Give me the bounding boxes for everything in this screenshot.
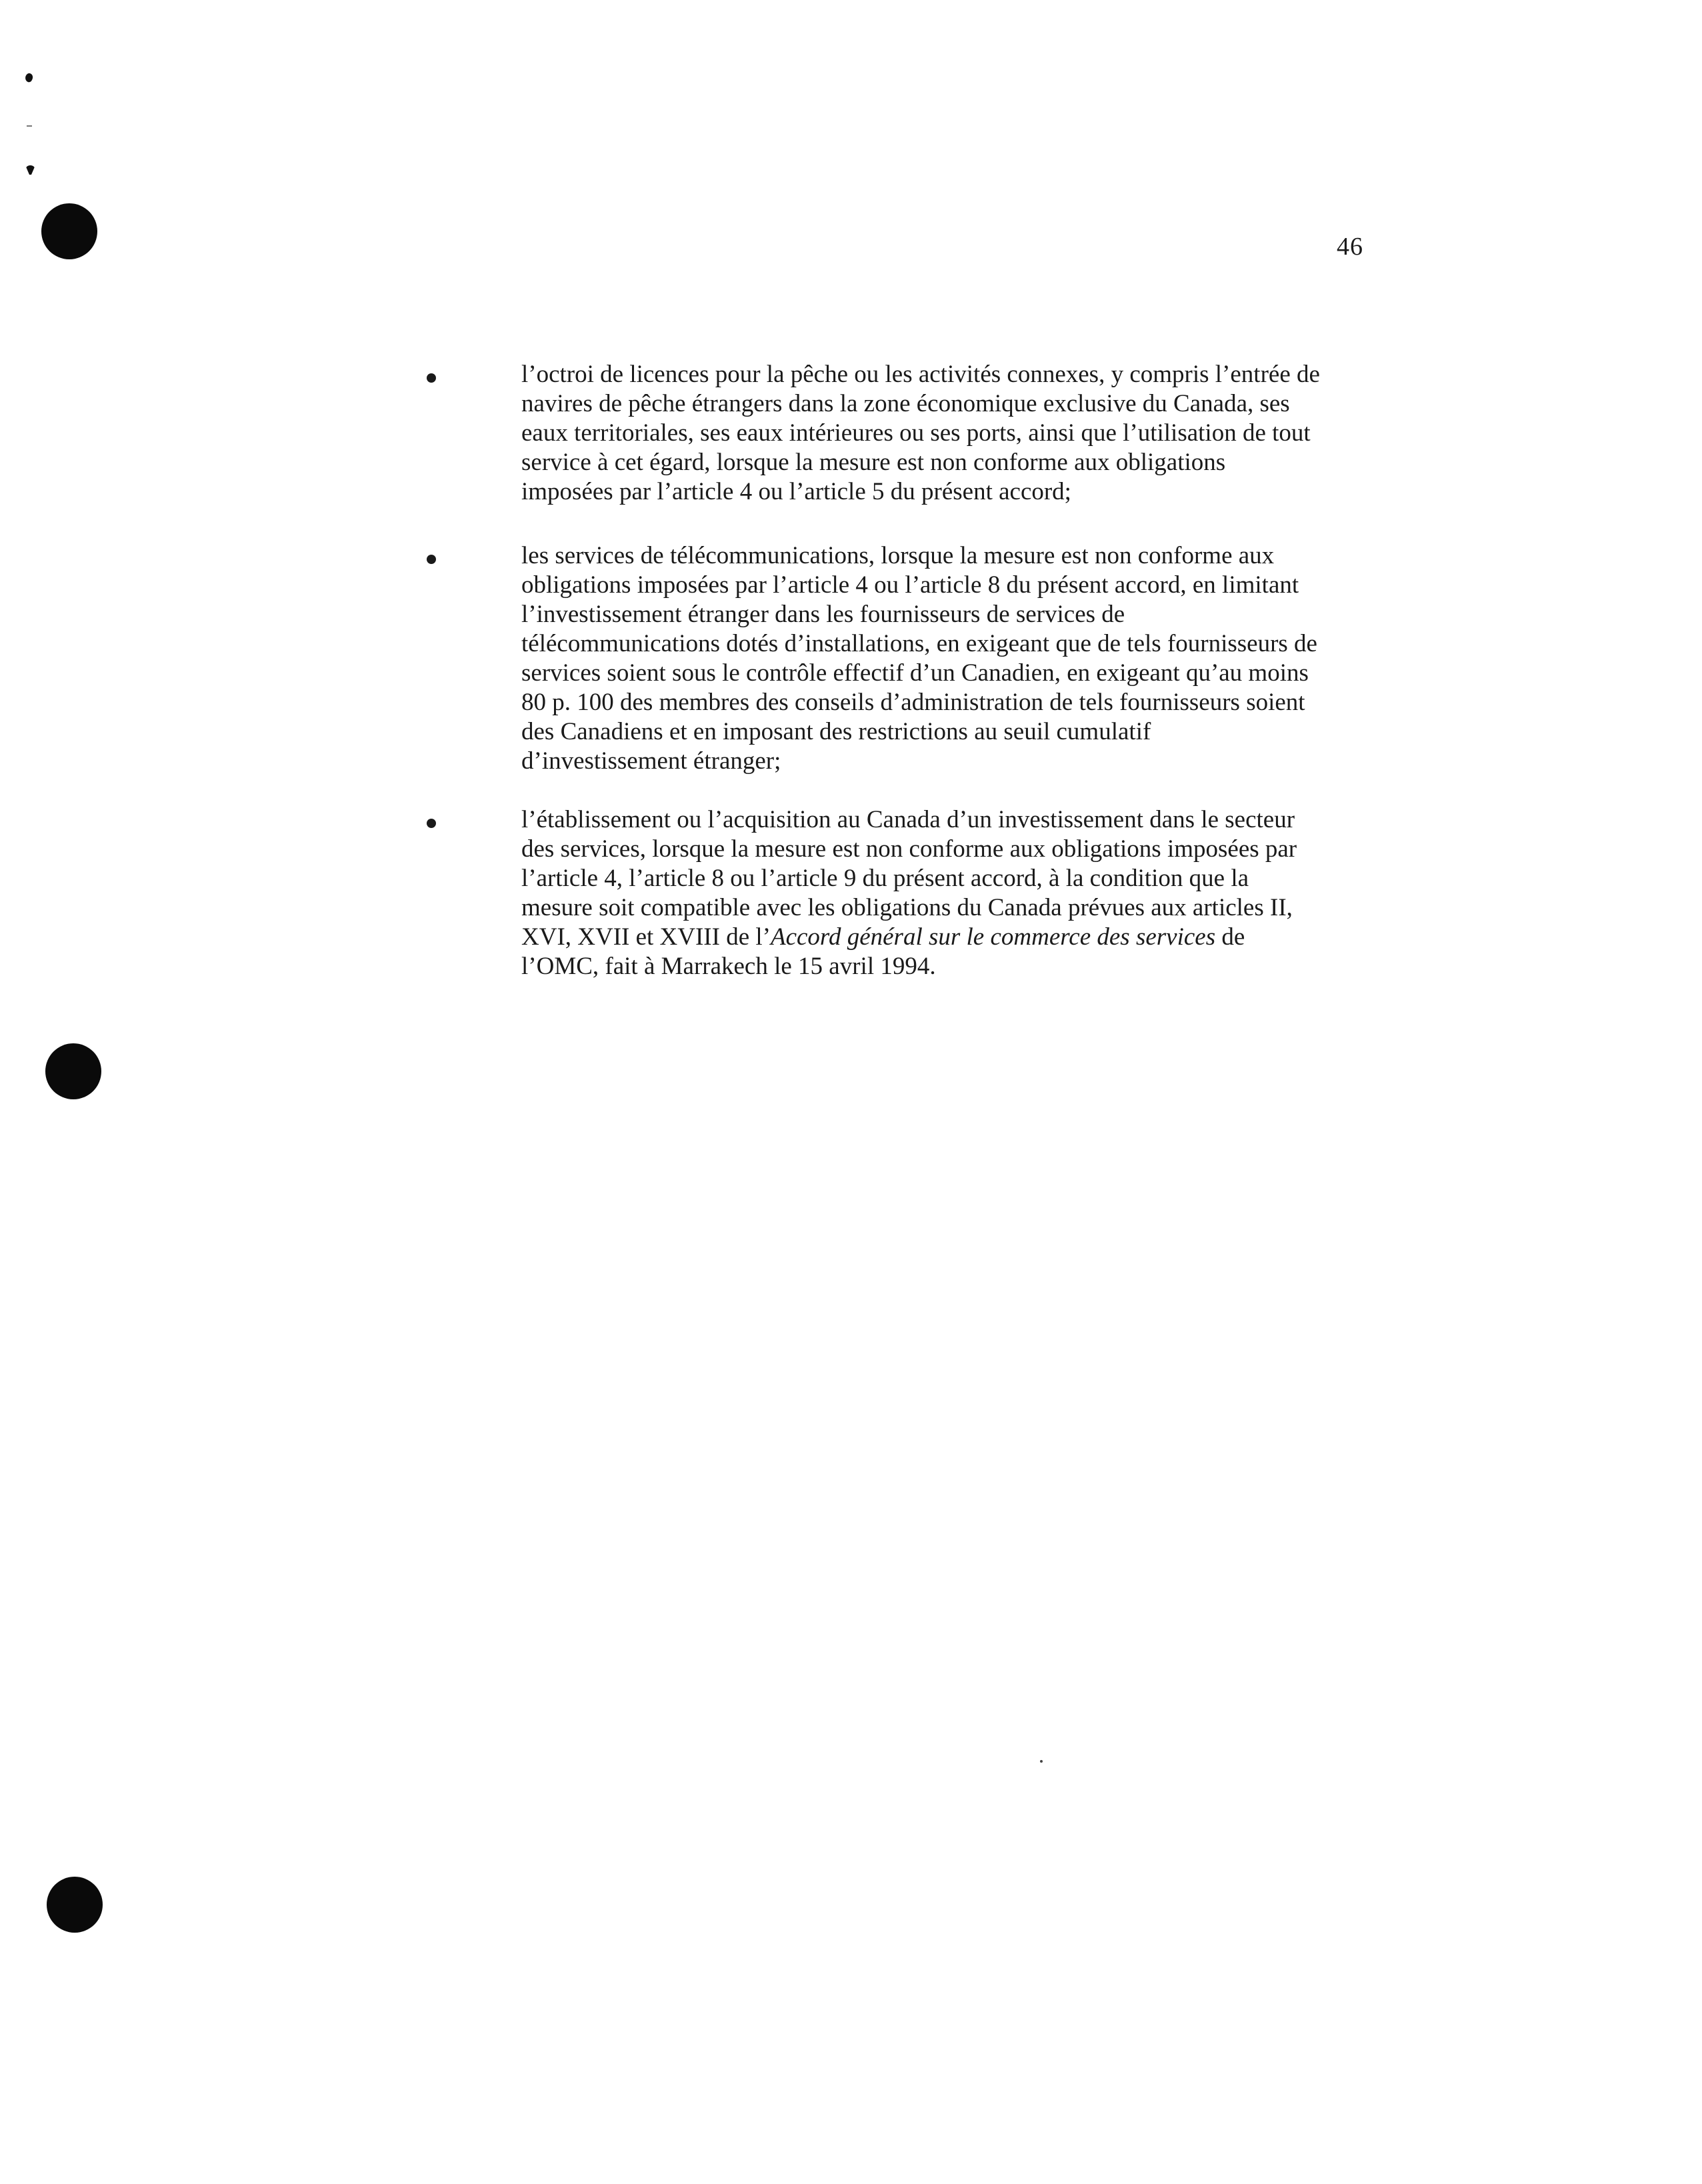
text-line: les services de télécommunications, lorsque la mesure est non conforme aux <box>521 542 1275 569</box>
punch-hole <box>45 1043 101 1099</box>
text-line: d’investissement étranger; <box>521 747 781 775</box>
bullet-icon <box>427 555 436 564</box>
scan-speck <box>27 125 32 127</box>
bullet-icon <box>427 819 436 828</box>
text-fragment: de <box>1215 923 1245 951</box>
text-line: mesure soit compatible avec les obligations du Canada prévues aux articles II, <box>521 894 1293 921</box>
text-line: imposées par l’article 4 ou l’article 5 du présent accord; <box>521 478 1071 505</box>
text-line: services soient sous le contrôle effectif d’un Canadien, en exigeant qu’au moins <box>521 659 1309 687</box>
text-line: 80 p. 100 des membres des conseils d’administration de tels fournisseurs soient <box>521 689 1305 716</box>
text-line: l’investissement étranger dans les fournisseurs de services de <box>521 601 1125 628</box>
text-line: des services, lorsque la mesure est non conforme aux obligations imposées par <box>521 835 1297 863</box>
text-line: télécommunications dotés d’installations, en exigeant que de tels fournisseurs de <box>521 630 1317 657</box>
scan-speck <box>25 165 35 175</box>
text-line: navires de pêche étrangers dans la zone économique exclusive du Canada, ses <box>521 390 1290 417</box>
bullet-text <box>521 360 1468 507</box>
text-line: l’OMC, fait à Marrakech le 15 avril 1994. <box>521 953 936 980</box>
bullet-text <box>521 805 1468 981</box>
punch-hole <box>47 1877 103 1933</box>
bullet-icon <box>427 373 436 383</box>
text-line: l’octroi de licences pour la pêche ou les activités connexes, y compris l’entrée de <box>521 361 1320 388</box>
text-line: eaux territoriales, ses eaux intérieures ou ses ports, ainsi que l’utilisation de tout <box>521 419 1311 447</box>
text-line: obligations imposées par l’article 4 ou l’article 8 du présent accord, en limitant <box>521 571 1299 599</box>
text-line: service à cet égard, lorsque la mesure est non conforme aux obligations <box>521 449 1226 476</box>
page-number: 46 <box>1337 233 1363 261</box>
text-line: l’établissement ou l’acquisition au Canada d’un investissement dans le secteur <box>521 806 1295 833</box>
text-line: des Canadiens et en imposant des restrictions au seuil cumulatif <box>521 718 1151 745</box>
text-fragment: XVI, XVII et XVIII de l’ <box>521 923 771 951</box>
agreement-title: Accord général sur le commerce des services <box>770 923 1216 951</box>
bullet-text <box>521 541 1468 776</box>
punch-hole <box>41 203 97 259</box>
text-line-mixed <box>521 923 1468 952</box>
scan-speck <box>24 72 34 83</box>
text-line: l’article 4, l’article 8 ou l’article 9 du présent accord, à la condition que la <box>521 865 1249 892</box>
scan-speck <box>1040 1760 1043 1763</box>
